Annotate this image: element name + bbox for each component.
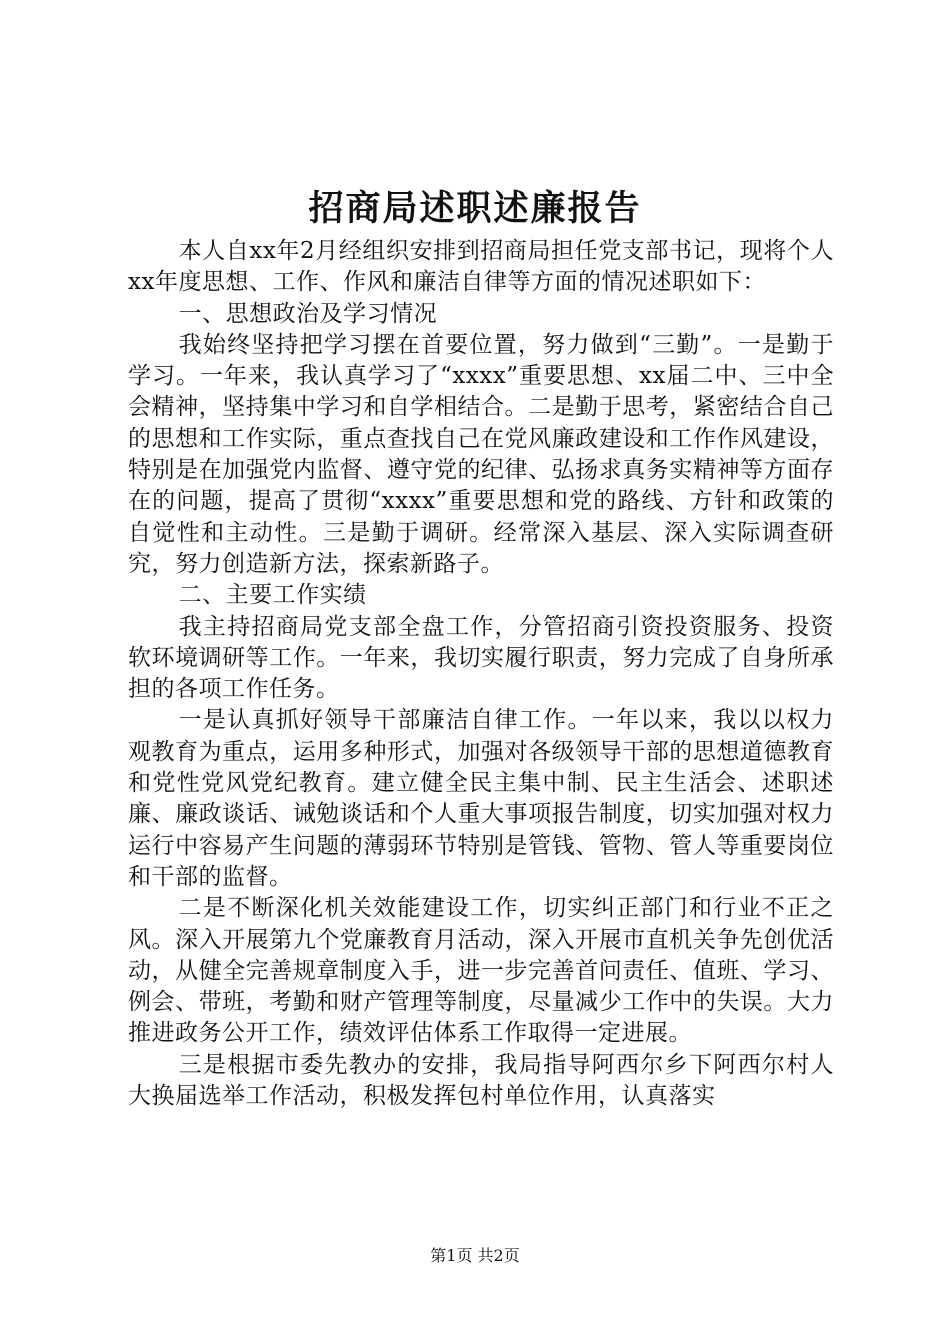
section-heading-1: 一、思想政治及学习情况	[178, 300, 438, 327]
paragraph-item-3: 三是根据市委先教办的安排，我局指导阿西尔乡下阿西尔村人大换届选举工作活动，积极发挥包村单位作用，认真落实	[128, 1051, 834, 1110]
page-footer: 第1页 共2页	[430, 1246, 520, 1265]
intro-paragraph: 本人自xx年2月经组织安排到招商局担任党支部书记，现将个人xx年度思想、工作、作风和廉洁自律等方面的情况述职如下：	[128, 238, 834, 296]
document-title: 招商局述职述廉报告	[308, 188, 642, 229]
document-body	[128, 236, 834, 1112]
paragraph-item-2: 二是不断深化机关效能建设工作，切实纠正部门和行业不正之风。深入开展第九个党廉教育月活动，深入开展市直机关争先创优活动，从健全完善规章制度入手，进一步完善首问责任、值班、学习、例会、带班，考勤和财产管理等制度，尽量减少工作中的失误。大力推进政务公开工作，绩效评估体系工作取得一定进展。	[128, 895, 834, 1047]
paragraph-study: 我始终坚持把学习摆在首要位置，努力做到“三勤”。一是勤于学习。一年来，我认真学习了“xxxx”重要思想、xx届二中、三中全会精神，坚持集中学习和自学相结合。二是勤于思考，紧密结合自己的思想和工作实际，重点查找自己在党风廉政建设和工作作风建设，特别是在加强党内监督、遵守党的纪律、弘扬求真务实精神等方面存在的问题，提高了贯彻“xxxx”重要思想和党的路线、方针和政策的自觉性和主动性。三是勤于调研。经常深入基层、深入实际调查研究，努力创造新方法，探索新路子。	[128, 331, 834, 577]
paragraph-work-overview: 我主持招商局党支部全盘工作，分管招商引资投资服务、投资软环境调研等工作。一年来，我切实履行职责，努力完成了自身所承担的各项工作任务。	[128, 613, 834, 703]
paragraph-item-1: 一是认真抓好领导干部廉洁自律工作。一年以来，我以以权力观教育为重点，运用多种形式，加强对各级领导干部的思想道德教育和党性党风党纪教育。建立健全民主集中制、民主生活会、述职述廉、廉政谈话、诫勉谈话和个人重大事项报告制度，切实加强对权力运行中容易产生问题的薄弱环节特别是管钱、管物、管人等重要岗位和干部的监督。	[128, 707, 834, 890]
section-heading-2: 二、主要工作实绩	[178, 582, 367, 609]
